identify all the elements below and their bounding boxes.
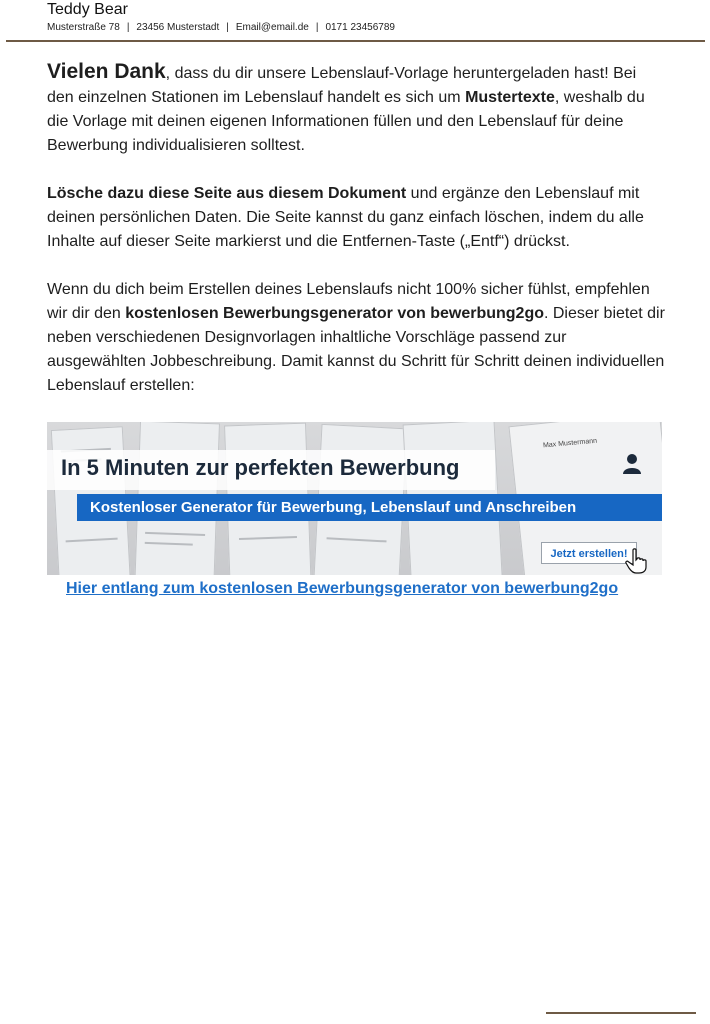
separator: | [226, 22, 229, 33]
separator: | [315, 22, 319, 33]
paragraph-text: , weshalb du die Vorlage mit deinen eigenen Informationen füllen und den Lebenslauf für deine Bewerbung individualisieren solltest. [47, 89, 645, 154]
generator-banner[interactable] [47, 422, 662, 575]
phone-number: 0171 23456789 [325, 22, 395, 33]
banner-subtitle: Kostenloser Generator für Bewerbung, Lebenslauf und Anschreiben [77, 494, 662, 521]
paragraph-bold: Mustertexte [465, 89, 555, 106]
address-street: Musterstraße 78 [47, 22, 120, 33]
paragraph-bold: Lösche dazu diese Seite aus diesem Dokument [47, 185, 407, 202]
preview-name: Max Mustermann [542, 437, 598, 450]
contact-line [47, 22, 395, 34]
avatar-icon [621, 452, 643, 474]
applicant-name: Teddy Bear [47, 1, 128, 18]
paragraph-bold: kostenlosen Bewerbungsgenerator von bewerbung2go [125, 305, 544, 322]
footer-divider [546, 1012, 696, 1014]
paragraph-text: und ergänze den Lebenslauf mit deinen persönlichen Daten. Die Seite kannst du ganz einfach löschen, indem du alle Inhalte auf dieser Seite markierst und die Entfernen-Taste („Entf“) drückst. [47, 185, 644, 250]
separator: | [126, 22, 130, 33]
email-address: Email@email.de [235, 22, 309, 33]
paragraph-text: , dass du dir unsere Lebenslauf-Vorlage heruntergeladen hast! Bei den einzelnen Stationen im Lebenslauf handelt es sich um [47, 65, 637, 106]
document-header [47, 0, 395, 34]
address-city: 23456 Musterstadt [136, 22, 220, 33]
paragraph-text: . Dieser bietet dir neben verschiedenen Designvorlagen inhaltliche Vorschläge passend zur ausgewählten Jobbeschreibung. Damit kannst du Schritt für Schritt deinen individuellen Lebenslauf erstellen: [47, 305, 665, 394]
generator-link[interactable]: Hier entlang zum kostenlosen Bewerbungsgenerator von bewerbung2go [66, 580, 619, 597]
paragraph-generator [47, 278, 667, 398]
body-text [47, 60, 667, 422]
paragraph-text: Wenn du dich beim Erstellen deines Lebenslaufs nicht 100% sicher fühlst, empfehlen wir dir den [47, 281, 650, 322]
pointer-hand-icon [625, 548, 649, 574]
thanks-heading: Vielen Dank [47, 60, 166, 83]
banner-title: In 5 Minuten zur perfekten Bewerbung [61, 455, 460, 480]
create-now-button[interactable]: Jetzt erstellen! [541, 542, 637, 564]
header-divider [6, 40, 705, 42]
paragraph-delete-instructions [47, 182, 667, 254]
paragraph-thanks [47, 60, 667, 158]
